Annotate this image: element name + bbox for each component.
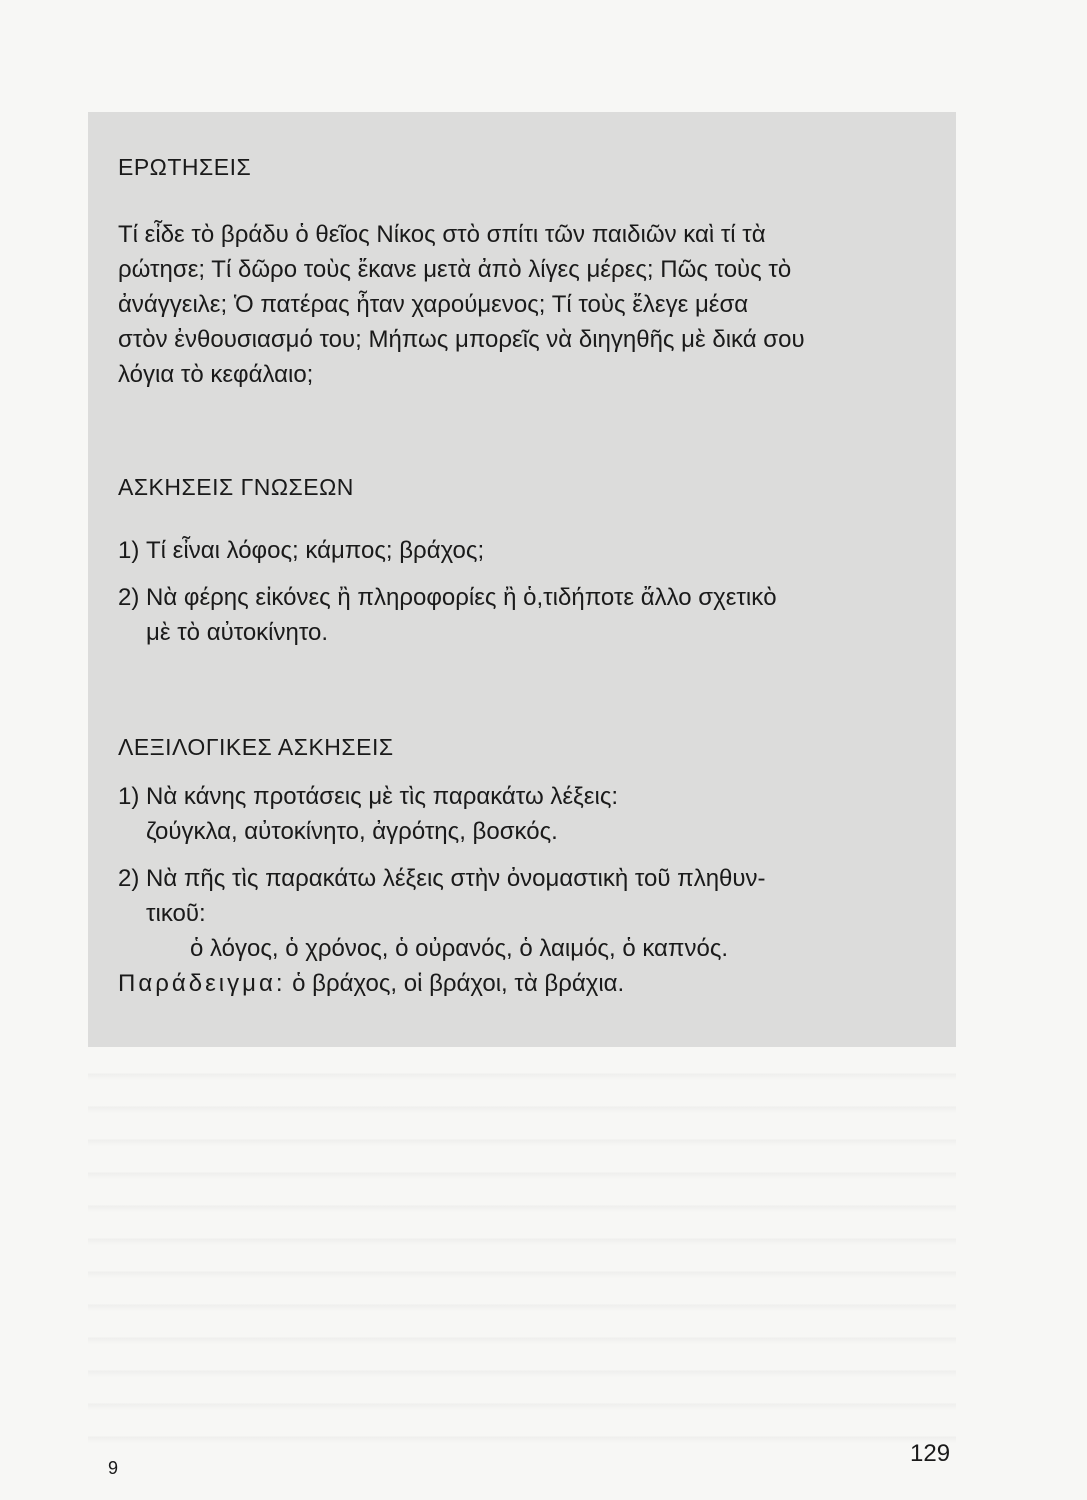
item-number: 1) <box>118 783 140 810</box>
questions-line: στὸν ἐνθουσιασμό του; Μήπως μπορεῖς νὰ διηγηθῆς μὲ δικά σου <box>118 326 805 353</box>
exercise-content <box>118 150 938 1013</box>
list-item <box>118 779 938 849</box>
item-text: Νὰ πῆς τὶς παρακάτω λέξεις στὴν ὀνομαστικὴ τοῦ πληθυν- <box>146 865 766 892</box>
item-continuation: μὲ τὸ αὐτοκίνητο. <box>146 619 329 646</box>
item-text: Νὰ φέρης εἰκόνες ἢ πληροφορίες ἢ ὁ,τιδήποτε ἄλλο σχετικὸ <box>146 584 777 611</box>
knowledge-heading: ΑΣΚΗΣΕΙΣ ΓΝΩΣΕΩΝ <box>118 474 354 500</box>
example-text: ὁ βράχος, οἱ βράχοι, τὰ βράχια. <box>285 970 625 997</box>
page-number: 129 <box>910 1440 951 1467</box>
questions-heading: ΕΡΩΤΗΣΕΙΣ <box>118 154 252 180</box>
word-list: ὁ λόγος, ὁ χρόνος, ὁ οὐρανός, ὁ λαιμός, ὁ καπνός. <box>190 935 729 962</box>
knowledge-list <box>118 533 938 650</box>
item-continuation: τικοῦ: <box>146 900 206 927</box>
list-item <box>118 533 938 568</box>
questions-line: ρώτησε; Τί δῶρο τοὺς ἔκανε μετὰ ἀπὸ λίγες μέρες; Πῶς τοὺς τὸ <box>118 256 792 283</box>
vocabulary-list <box>118 779 938 1001</box>
questions-paragraph <box>118 217 938 392</box>
item-number: 1) <box>118 537 140 564</box>
bleed-through-background <box>88 1047 956 1447</box>
vocabulary-heading: ΛΕΞΙΛΟΓΙΚΕΣ ΑΣΚΗΣΕΙΣ <box>118 734 394 760</box>
item-continuation: ζούγκλα, αὐτοκίνητο, ἀγρότης, βοσκός. <box>146 818 558 845</box>
list-item <box>118 580 938 650</box>
questions-line: ἀνάγγειλε; Ὁ πατέρας ἦταν χαρούμενος; Τί τοὺς ἔλεγε μέσα <box>118 291 749 318</box>
example-label: Παράδειγμα: <box>118 970 286 997</box>
signature-marker: 9 <box>108 1458 119 1478</box>
item-number: 2) <box>118 865 140 892</box>
item-number: 2) <box>118 584 140 611</box>
list-item <box>118 861 938 1001</box>
item-text: Νὰ κάνης προτάσεις μὲ τὶς παρακάτω λέξεις: <box>146 783 619 810</box>
item-text: Τί εἶναι λόφος; κάμπος; βράχος; <box>146 537 485 564</box>
questions-line: λόγια τὸ κεφάλαιο; <box>118 361 314 388</box>
questions-line: Τί εἶδε τὸ βράδυ ὁ θεῖος Νίκος στὸ σπίτι τῶν παιδιῶν καὶ τί τὰ <box>118 221 766 248</box>
